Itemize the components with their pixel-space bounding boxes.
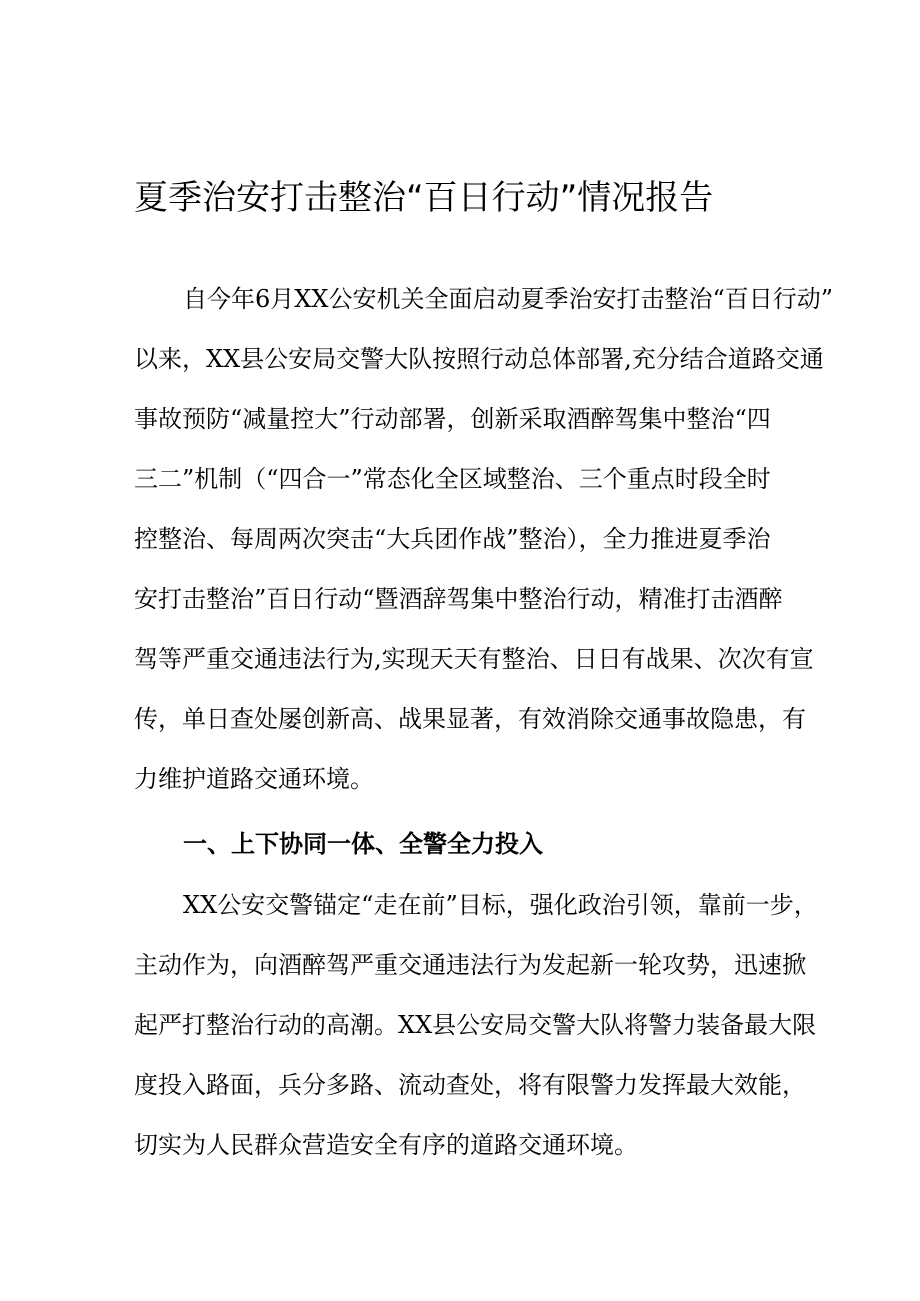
paragraph-line: 三二”机制（“四合一”常态化全区域整治、三个重点时段全时 [134,465,771,493]
paragraph-line: 控整治、每周两次突击“大兵团作战”整治），全力推进夏季治 [134,525,771,553]
paragraph-line: XX公安交警锚定“走在前”目标，强化政治引领，靠前一步， [183,891,818,919]
paragraph-line: 驾等严重交通违法行为,实现天天有整治、日日有战果、次次有宣 [134,645,814,673]
paragraph-line: 传，单日查处屡创新高、战果显著，有效消除交通事故隐患，有 [134,705,806,733]
paragraph-line: 切实为人民群众营造安全有序的道路交通环境。 [134,1131,638,1159]
paragraph-line: 起严打整治行动的高潮。XX县公安局交警大队将警力装备最大限 [134,1011,817,1039]
paragraph-line: 度投入路面，兵分多路、流动查处，将有限警力发挥最大效能， [134,1071,806,1099]
section-heading: 一、上下协同一体、全警全力投入 [183,830,543,858]
paragraph-line: 主动作为，向酒醉驾严重交通违法行为发起新一轮攻势，迅速掀 [134,951,806,979]
document-title: 夏季治安打击整治“百日行动”情况报告 [134,178,714,218]
paragraph-line: 安打击整治”百日行动“暨酒辞驾集中整治行动，精准打击酒醉 [134,585,783,613]
paragraph-line: 事故预防“减量控大”行动部署，创新采取酒醉驾集中整治“四 [134,405,771,433]
paragraph-line: 自今年6月XX公安机关全面启动夏季治安打击整治“百日行动” [183,285,833,313]
paragraph-line: 以来，XX县公安局交警大队按照行动总体部署,充分结合道路交通 [134,345,824,373]
paragraph-line: 力维护道路交通环境。 [134,765,374,793]
